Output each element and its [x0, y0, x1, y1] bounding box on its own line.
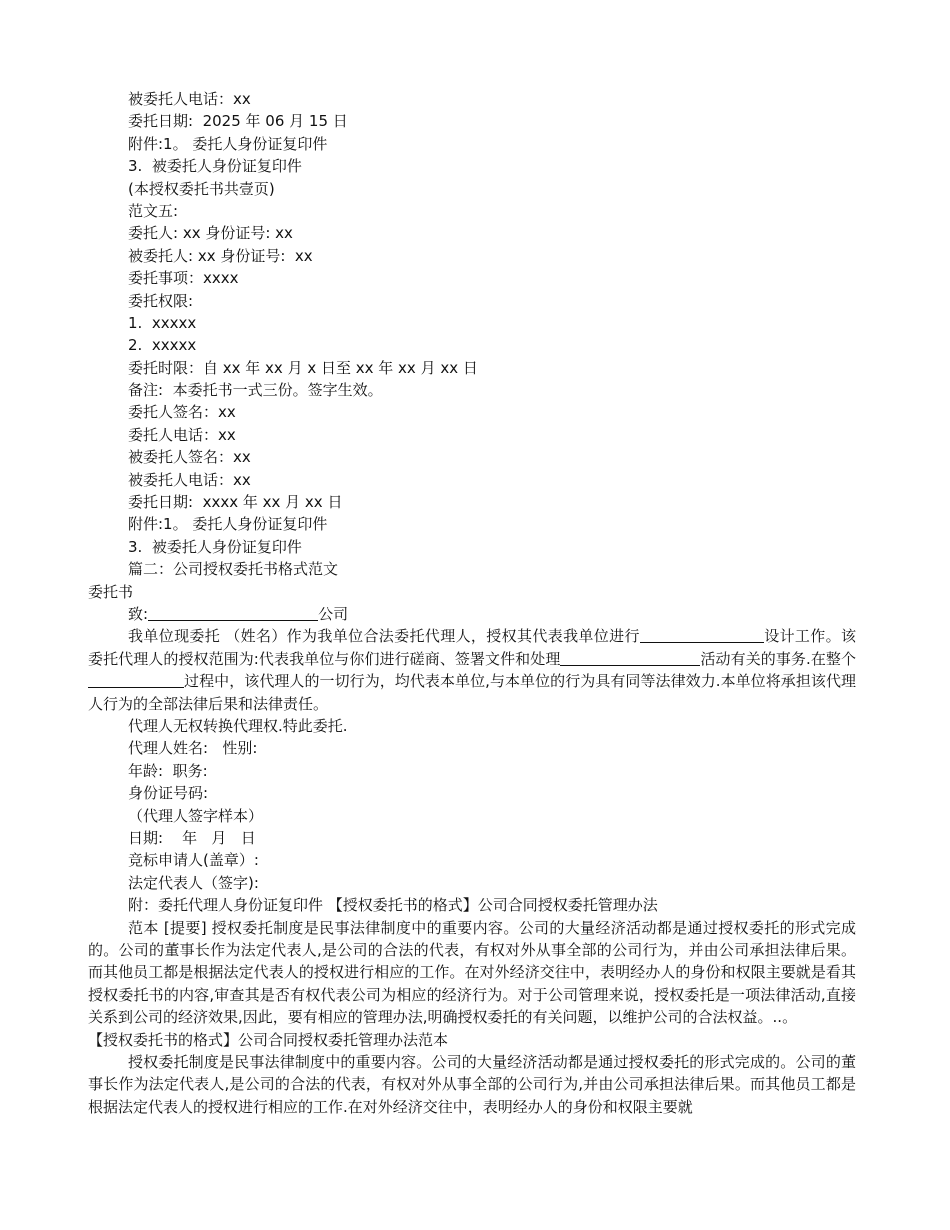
text-line: 被委托人电话：xx: [128, 90, 251, 108]
document-page: [88, 88, 856, 1118]
text-line: (本授权委托书共壹页): [128, 179, 275, 198]
text-line: 年龄: 职务:: [128, 761, 208, 780]
addressee-line: [88, 603, 856, 625]
text-line: 日期: 年 月 日: [128, 828, 256, 847]
paragraph-text: 我单位现委托 （姓名）作为我单位合法委托代理人，授权其代表我单位进行: [128, 627, 640, 646]
text-line: 法定代表人（签字):: [128, 873, 259, 892]
text-line: 被委托人: xx 身份证号: xx: [128, 246, 313, 265]
paragraph-text: 设计工作。该委托代理人的授权范围为:代表我单位与你们进行磋商、签署文件和处理: [88, 627, 856, 668]
paragraph-text: 活动有关的事务.在整个: [700, 649, 856, 668]
text-line: 委托事项：xxxx: [128, 269, 239, 288]
text-line: 3. 被委托人身份证复印件: [128, 157, 302, 176]
document-title: 委托书: [88, 582, 134, 601]
text-line: 委托日期: xxxx 年 xx 月 xx 日: [128, 493, 343, 512]
text-line: 身份证号码:: [128, 784, 209, 803]
text-line: 附件:1。 委托人身份证复印件: [128, 134, 328, 153]
text-line: 被委托人电话：xx: [128, 470, 251, 489]
paragraph-text: 过程中，该代理人的一切行为，均代表本单位,与本单位的行为具有同等法律效力.本单位将承担该代理人行为的全部法律后果和法律责任。: [88, 672, 856, 713]
text-line: 代理人无权转换代理权.特此委托.: [128, 717, 348, 735]
text-line: 被委托人签名：xx: [128, 448, 251, 467]
addressee-suffix: 公司: [318, 604, 349, 623]
text-line: 备注: 本委托书一式三份。签字生效。: [128, 381, 383, 400]
paragraph: 范本 [提要] 授权委托制度是民事法律制度中的重要内容。公司的大量经济活动都是通过授权委托的形式完成的。公司的董事长作为法定代表人,是公司的合法的代表，有权对外从事全部的公司行为，并由公司承担法律后果。而其他员工都是根据法定代表人的授权进行相应的工作。在对外经济交往中，表明经办人的身份和权限主要就是看其授权委托书的内容,审查其是否有权代表公司为相应的经济行为。对于公司管理来说，授权委托是一项法律活动,直接关系到公司的经济效果,因此，要有相应的管理办法,明确授权委托的有关问题，以维护公司的合法权益。..。: [88, 918, 856, 1027]
blank-line: [560, 649, 700, 666]
section-heading: 【授权委托书的格式】公司合同授权委托管理办法范本: [88, 1030, 449, 1049]
text-line: 委托时限：自 xx 年 xx 月 x 日至 xx 年 xx 月 xx 日: [128, 358, 478, 377]
text-line: 委托权限:: [128, 291, 194, 310]
text-line: 附：委托代理人身份证复印件 【授权委托书的格式】公司合同授权委托管理办法: [128, 896, 658, 915]
text-line: 委托人电话：xx: [128, 425, 236, 444]
blank-line: [88, 671, 184, 688]
text-line: 委托人签名：xx: [128, 403, 236, 422]
text-line: 附件:1。 委托人身份证复印件: [128, 515, 328, 534]
section-heading: 篇二：公司授权委托书格式范文: [128, 560, 339, 579]
text-line: 3. 被委托人身份证复印件: [128, 537, 302, 556]
text-line: 代理人姓名: 性别:: [128, 739, 258, 758]
list-item: 1. xxxxx: [128, 313, 197, 332]
text-line: 委托日期: 2025 年 06 月 15 日: [128, 112, 348, 131]
paragraph: 授权委托制度是民事法律制度中的重要内容。公司的大量经济活动都是通过授权委托的形式完成的。公司的董事长作为法定代表人,是公司的合法的代表，有权对外从事全部的公司行为,并由公司承担法律后果。而其他员工都是根据法定代表人的授权进行相应的工作.在对外经济交往中，表明经办人的身份和权限主要就: [88, 1052, 856, 1116]
paragraph: [88, 625, 856, 715]
text-line: （代理人签字样本）: [128, 806, 264, 825]
addressee-prefix: 致:: [128, 604, 149, 623]
section-heading: 范文五:: [128, 201, 179, 220]
blank-line: [640, 626, 764, 643]
blank-line: [148, 604, 318, 621]
text-line: 委托人: xx 身份证号: xx: [128, 224, 293, 243]
text-line: 竞标申请人(盖章）:: [128, 851, 259, 870]
list-item: 2. xxxxx: [128, 336, 197, 355]
